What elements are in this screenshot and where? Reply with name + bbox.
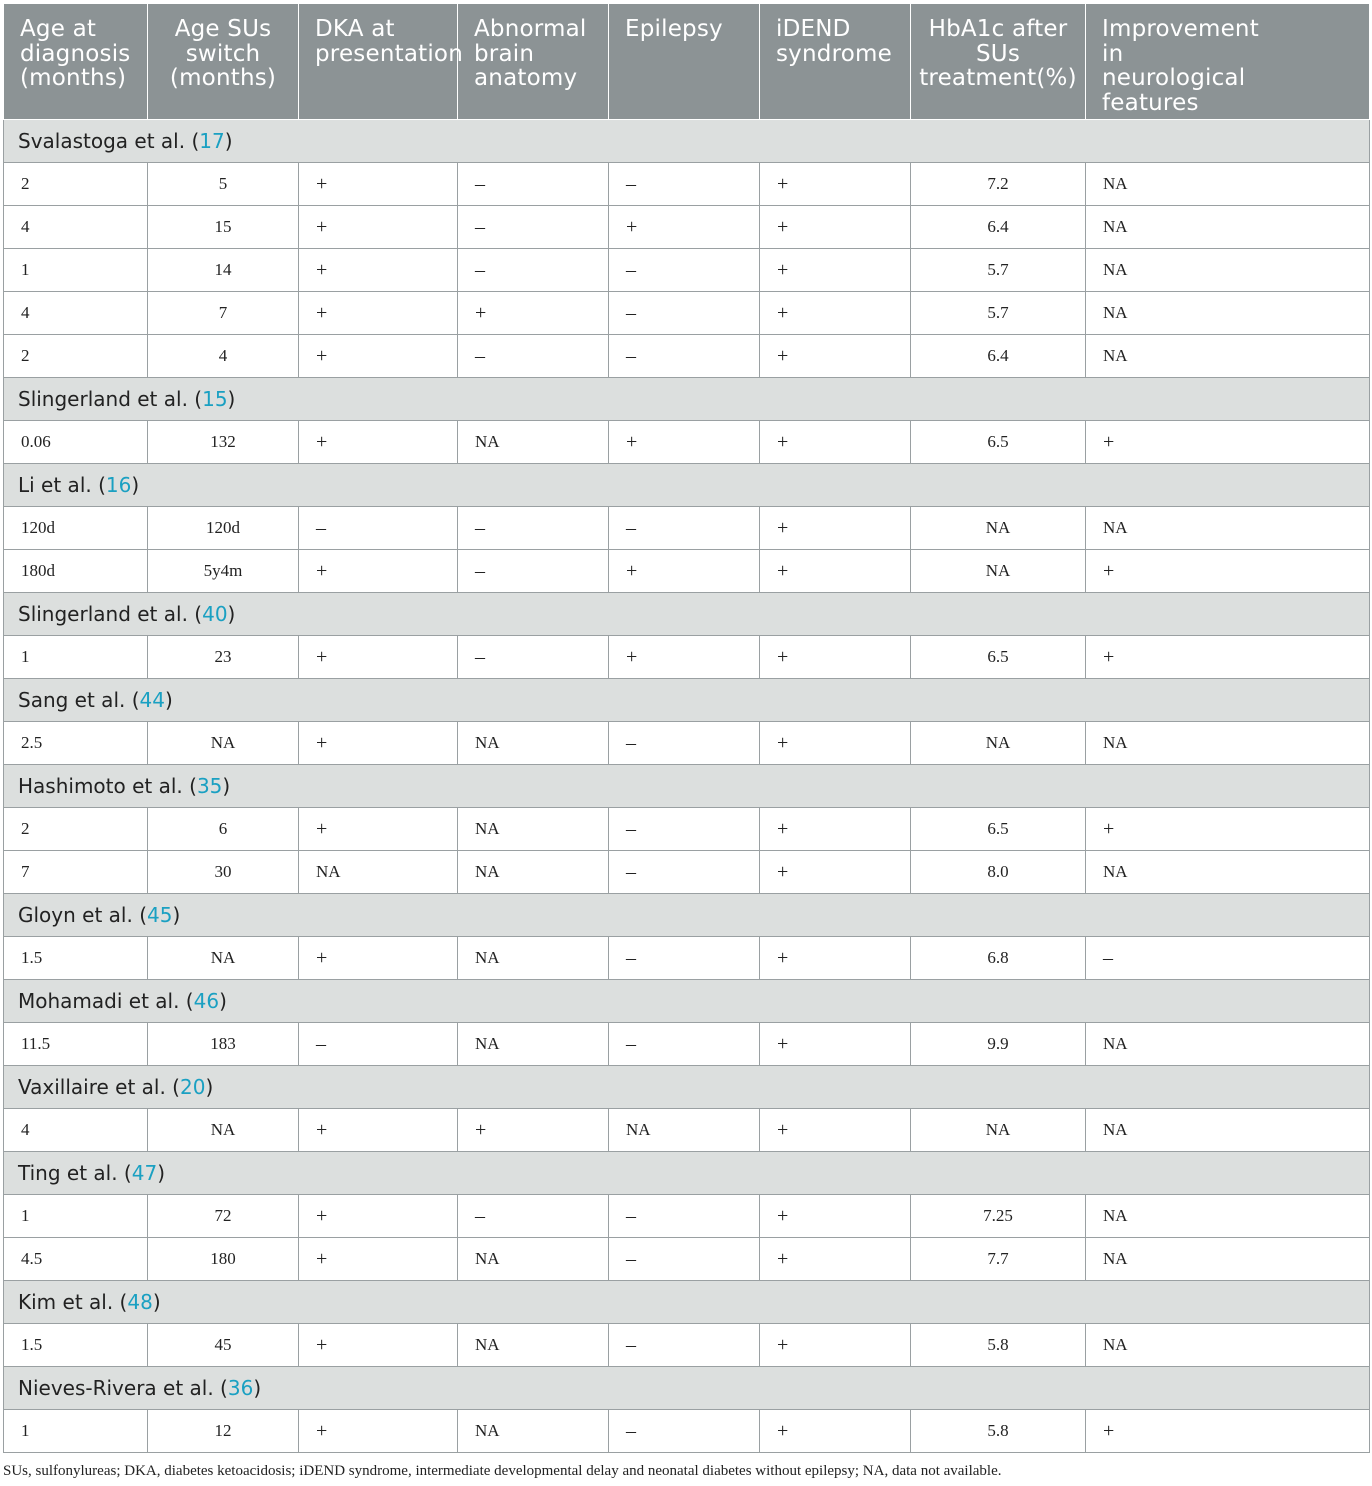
table-cell: + [760, 421, 911, 464]
table-row [4, 937, 1370, 980]
table-cell: – [609, 292, 760, 335]
table-row [4, 851, 1370, 894]
table-body [4, 120, 1370, 1453]
table-cell: + [299, 808, 458, 851]
table-cell: 120d [4, 507, 148, 550]
table-cell: + [458, 292, 609, 335]
table-cell: + [1086, 808, 1370, 851]
study-name: Ting et al. [18, 1161, 118, 1185]
table-cell: 180d [4, 550, 148, 593]
table-row [4, 1109, 1370, 1152]
table-cell: – [609, 1324, 760, 1367]
table-cell: 6.5 [911, 421, 1086, 464]
table-cell: + [299, 421, 458, 464]
table-row [4, 249, 1370, 292]
header-row [4, 4, 1370, 120]
table-cell: – [609, 937, 760, 980]
table-cell: 4 [4, 1109, 148, 1152]
table-cell: 6.5 [911, 808, 1086, 851]
table-cell: 72 [148, 1195, 299, 1238]
study-name: Slingerland et al. [18, 602, 188, 626]
table-cell: – [1086, 937, 1370, 980]
study-name: Vaxillaire et al. [18, 1075, 166, 1099]
study-name: Sang et al. [18, 688, 126, 712]
reference-link[interactable]: 45 [147, 903, 173, 927]
table-cell: + [1086, 1410, 1370, 1453]
study-group-row [4, 120, 1370, 163]
header-abnormal-brain-anatomy: Abnormal brain anatomy [458, 4, 609, 120]
table-cell: + [760, 1109, 911, 1152]
study-citation: Mohamadi et al. (46) [4, 980, 1370, 1023]
table-cell: 1 [4, 249, 148, 292]
table-cell: 2 [4, 163, 148, 206]
table-cell: + [760, 808, 911, 851]
table-cell: 5.8 [911, 1324, 1086, 1367]
table-cell: + [760, 851, 911, 894]
table-cell: NA [299, 851, 458, 894]
table-cell: + [760, 507, 911, 550]
table-cell: + [760, 1410, 911, 1453]
study-group-row [4, 679, 1370, 722]
table-cell: NA [911, 722, 1086, 765]
study-group-row [4, 980, 1370, 1023]
table-cell: – [458, 163, 609, 206]
study-name: Svalastoga et al. [18, 129, 186, 153]
table-cell: 0.06 [4, 421, 148, 464]
table-row [4, 292, 1370, 335]
study-citation: Vaxillaire et al. (20) [4, 1066, 1370, 1109]
table-cell: – [458, 1195, 609, 1238]
table-cell: NA [911, 507, 1086, 550]
study-citation: Ting et al. (47) [4, 1152, 1370, 1195]
reference-link[interactable]: 40 [202, 602, 228, 626]
table-cell: 12 [148, 1410, 299, 1453]
table-cell: NA [1086, 335, 1370, 378]
table-cell: + [299, 249, 458, 292]
table-cell: 6.4 [911, 206, 1086, 249]
table-row [4, 636, 1370, 679]
table-cell: – [609, 1023, 760, 1066]
table-footnote: SUs, sulfonylureas; DKA, diabetes ketoacidosis; iDEND syndrome, intermediate developmental delay and neonatal diabetes without epilepsy; NA, data not available. [3, 1463, 1002, 1479]
table-cell: NA [1086, 851, 1370, 894]
study-group-row [4, 464, 1370, 507]
table-cell: + [458, 1109, 609, 1152]
table-cell: 4 [4, 292, 148, 335]
study-citation: Slingerland et al. (15) [4, 378, 1370, 421]
reference-link[interactable]: 35 [196, 774, 223, 798]
table-cell: NA [1086, 1195, 1370, 1238]
reference-link[interactable]: 16 [105, 473, 132, 497]
table-cell: 6.4 [911, 335, 1086, 378]
header-hba1c-after-sus: HbA1c after SUs treatment(%) [911, 4, 1086, 120]
table-cell: + [609, 421, 760, 464]
table-cell: 2 [4, 335, 148, 378]
table-cell: 5.8 [911, 1410, 1086, 1453]
table-cell: NA [148, 722, 299, 765]
reference-link[interactable]: 44 [139, 688, 165, 712]
table-cell: 5.7 [911, 249, 1086, 292]
table-cell: NA [458, 1324, 609, 1367]
table-cell: 1 [4, 1410, 148, 1453]
table-cell: + [760, 1195, 911, 1238]
study-name: Li et al. [18, 473, 92, 497]
table-cell: NA [609, 1109, 760, 1152]
table-cell: 4 [148, 335, 299, 378]
table-row [4, 1195, 1370, 1238]
table-cell: 2.5 [4, 722, 148, 765]
table-cell: + [760, 550, 911, 593]
table-cell: + [1086, 636, 1370, 679]
table-cell: – [609, 1238, 760, 1281]
table-cell: NA [1086, 206, 1370, 249]
study-citation: Hashimoto et al. (35) [4, 765, 1370, 808]
study-citation: Li et al. (16) [4, 464, 1370, 507]
table-cell: NA [148, 1109, 299, 1152]
table-cell: – [609, 249, 760, 292]
table-cell: + [760, 937, 911, 980]
table-cell: NA [1086, 1109, 1370, 1152]
table-cell: 15 [148, 206, 299, 249]
table-cell: + [609, 206, 760, 249]
table-cell: + [1086, 421, 1370, 464]
table-cell: 8.0 [911, 851, 1086, 894]
table-cell: 1.5 [4, 937, 148, 980]
table-cell: NA [458, 937, 609, 980]
table-cell: 6.8 [911, 937, 1086, 980]
table-cell: 45 [148, 1324, 299, 1367]
table-cell: – [609, 335, 760, 378]
reference-link[interactable]: 15 [202, 387, 228, 411]
table-cell: 6.5 [911, 636, 1086, 679]
table-cell: + [760, 722, 911, 765]
table-container [3, 3, 1369, 1480]
table-cell: + [299, 335, 458, 378]
study-citation: Slingerland et al. (40) [4, 593, 1370, 636]
study-group-row [4, 765, 1370, 808]
table-cell: + [609, 636, 760, 679]
table-cell: – [609, 163, 760, 206]
study-group-row [4, 378, 1370, 421]
table-cell: NA [911, 550, 1086, 593]
table-cell: – [299, 507, 458, 550]
table-cell: NA [1086, 249, 1370, 292]
study-group-row [4, 1367, 1370, 1410]
table-cell: + [299, 206, 458, 249]
table-cell: 6 [148, 808, 299, 851]
reference-link[interactable]: 17 [199, 129, 225, 153]
reference-link[interactable]: 47 [131, 1161, 158, 1185]
table-cell: 30 [148, 851, 299, 894]
table-cell: 23 [148, 636, 299, 679]
table-row [4, 550, 1370, 593]
table-cell: + [299, 937, 458, 980]
table-cell: NA [458, 1410, 609, 1453]
table-row [4, 421, 1370, 464]
table-cell: – [609, 1195, 760, 1238]
table-cell: NA [1086, 1324, 1370, 1367]
study-name: Slingerland et al. [18, 387, 188, 411]
table-cell: – [458, 550, 609, 593]
study-group-row [4, 1281, 1370, 1324]
table-cell: – [299, 1023, 458, 1066]
table-cell: + [1086, 550, 1370, 593]
table-cell: – [609, 1410, 760, 1453]
table-cell: NA [458, 808, 609, 851]
study-citation: Sang et al. (44) [4, 679, 1370, 722]
table-cell: + [299, 550, 458, 593]
table-cell: + [760, 1238, 911, 1281]
table-cell: + [760, 335, 911, 378]
table-cell: 7.25 [911, 1195, 1086, 1238]
header-age-sus-switch: Age SUs switch (months) [148, 4, 299, 120]
table-row [4, 1410, 1370, 1453]
table-cell: NA [1086, 163, 1370, 206]
table-cell: + [760, 1023, 911, 1066]
reference-link[interactable]: 48 [127, 1290, 153, 1314]
table-cell: 180 [148, 1238, 299, 1281]
table-cell: + [760, 249, 911, 292]
header-idend-syndrome: iDEND syndrome [760, 4, 911, 120]
table-cell: + [760, 292, 911, 335]
table-cell: 7.2 [911, 163, 1086, 206]
table-cell: – [458, 507, 609, 550]
table-cell: + [299, 1324, 458, 1367]
study-name: Mohamadi et al. [18, 989, 180, 1013]
table-cell: NA [458, 1023, 609, 1066]
table-cell: NA [1086, 722, 1370, 765]
reference-link[interactable]: 46 [193, 989, 220, 1013]
table-cell: + [299, 163, 458, 206]
study-name: Nieves-Rivera et al. [18, 1376, 214, 1400]
table-cell: – [458, 335, 609, 378]
table-cell: + [299, 1109, 458, 1152]
table-cell: – [609, 722, 760, 765]
table-cell: NA [458, 851, 609, 894]
table-cell: + [299, 292, 458, 335]
table-row [4, 507, 1370, 550]
table-cell: NA [911, 1109, 1086, 1152]
study-table [3, 3, 1370, 1453]
table-cell: NA [458, 421, 609, 464]
table-cell: – [609, 851, 760, 894]
table-cell: 7 [4, 851, 148, 894]
study-group-row [4, 894, 1370, 937]
table-cell: 4 [4, 206, 148, 249]
table-cell: 11.5 [4, 1023, 148, 1066]
table-cell: 5.7 [911, 292, 1086, 335]
table-cell: NA [1086, 1238, 1370, 1281]
table-cell: + [299, 1410, 458, 1453]
table-cell: NA [148, 937, 299, 980]
table-cell: 5 [148, 163, 299, 206]
table-cell: + [760, 1324, 911, 1367]
table-row [4, 206, 1370, 249]
table-cell: 1.5 [4, 1324, 148, 1367]
table-cell: – [458, 249, 609, 292]
study-group-row [4, 1066, 1370, 1109]
table-cell: NA [458, 722, 609, 765]
table-cell: NA [458, 1238, 609, 1281]
study-group-row [4, 593, 1370, 636]
table-cell: 7 [148, 292, 299, 335]
table-row [4, 1023, 1370, 1066]
table-cell: + [609, 550, 760, 593]
table-cell: – [609, 808, 760, 851]
table-row [4, 1324, 1370, 1367]
table-row [4, 163, 1370, 206]
table-row [4, 722, 1370, 765]
table-cell: 1 [4, 1195, 148, 1238]
study-citation: Gloyn et al. (45) [4, 894, 1370, 937]
table-row [4, 335, 1370, 378]
table-row [4, 808, 1370, 851]
table-cell: NA [1086, 1023, 1370, 1066]
table-cell: 2 [4, 808, 148, 851]
header-age-at-diagnosis: Age at diagnosis (months) [4, 4, 148, 120]
table-cell: 9.9 [911, 1023, 1086, 1066]
table-cell: – [609, 507, 760, 550]
table-cell: 14 [148, 249, 299, 292]
table-cell: 4.5 [4, 1238, 148, 1281]
table-cell: NA [1086, 292, 1370, 335]
study-name: Kim et al. [18, 1290, 114, 1314]
table-cell: 5y4m [148, 550, 299, 593]
study-name: Hashimoto et al. [18, 774, 183, 798]
study-citation: Svalastoga et al. (17) [4, 120, 1370, 163]
table-cell: 7.7 [911, 1238, 1086, 1281]
header-dka-at-presentation: DKA at presentation [299, 4, 458, 120]
table-cell: + [760, 163, 911, 206]
table-cell: + [299, 1195, 458, 1238]
table-cell: NA [1086, 507, 1370, 550]
header-epilepsy: Epilepsy [609, 4, 760, 120]
table-cell: + [760, 206, 911, 249]
table-cell: + [299, 1238, 458, 1281]
study-citation: Kim et al. (48) [4, 1281, 1370, 1324]
table-cell: 132 [148, 421, 299, 464]
study-name: Gloyn et al. [18, 903, 133, 927]
table-cell: + [760, 636, 911, 679]
table-cell: – [458, 636, 609, 679]
table-cell: 183 [148, 1023, 299, 1066]
reference-link[interactable]: 20 [180, 1075, 206, 1099]
table-cell: – [458, 206, 609, 249]
study-group-row [4, 1152, 1370, 1195]
table-cell: 120d [148, 507, 299, 550]
study-citation: Nieves-Rivera et al. (36) [4, 1367, 1370, 1410]
table-cell: + [299, 722, 458, 765]
table-cell: + [299, 636, 458, 679]
table-row [4, 1238, 1370, 1281]
reference-link[interactable]: 36 [227, 1376, 254, 1400]
header-improvement-neurological: Improvement in neurological features [1086, 4, 1370, 120]
table-cell: 1 [4, 636, 148, 679]
